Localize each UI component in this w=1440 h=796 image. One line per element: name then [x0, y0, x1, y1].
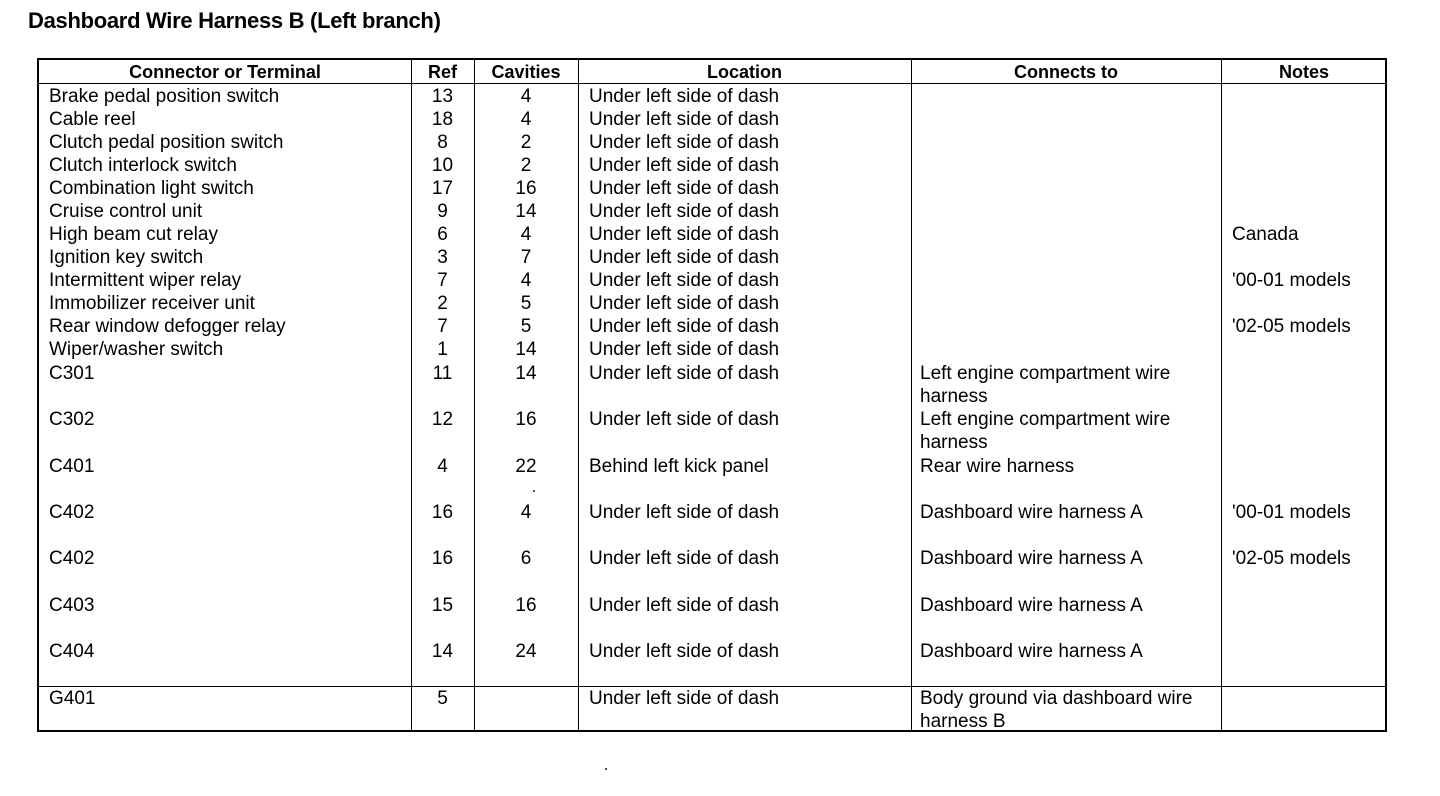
cell-location: Under left side of dash	[589, 178, 780, 199]
cell-cavities: 5	[520, 316, 532, 337]
cell-connector: C401	[49, 456, 95, 477]
cell-cavities: 5	[520, 293, 532, 314]
cell-location: Under left side of dash	[589, 502, 780, 523]
cell-connector: Ignition key switch	[49, 247, 204, 268]
cell-ref: 12	[431, 409, 454, 430]
cell-cavities: 16	[515, 178, 537, 199]
cell-connector: Cable reel	[49, 109, 136, 130]
cell-connector: Rear window defogger relay	[49, 316, 286, 337]
cell-connector: Wiper/washer switch	[49, 339, 224, 360]
cell-cavities: 22	[515, 456, 537, 477]
cell-location: Under left side of dash	[589, 270, 780, 291]
cell-connector: High beam cut relay	[49, 224, 218, 245]
cell-connector: Immobilizer receiver unit	[49, 293, 255, 314]
cell-connector: Clutch interlock switch	[49, 155, 237, 176]
connector-table	[37, 58, 1387, 732]
cell-connector: C404	[49, 641, 95, 662]
cell-location: Under left side of dash	[589, 641, 780, 662]
cell-notes: Canada	[1232, 224, 1299, 245]
cell-ref: 10	[431, 155, 454, 176]
cell-connector: C301	[49, 363, 95, 384]
cell-ref: 7	[437, 316, 448, 337]
cell-notes: '02-05 models	[1232, 316, 1351, 337]
header-connects-to: Connects to	[1013, 62, 1118, 82]
cell-location: Under left side of dash	[589, 155, 780, 176]
cell-notes: '00-01 models	[1232, 270, 1351, 291]
cell-cavities: 16	[515, 409, 537, 430]
cell-location: Under left side of dash	[589, 409, 780, 430]
cell-location: Under left side of dash	[589, 224, 780, 245]
cell-cavities: 24	[515, 641, 537, 662]
page-title: Dashboard Wire Harness B (Left branch)	[28, 8, 441, 33]
cell-connector: C402	[49, 502, 95, 523]
cell-location: Under left side of dash	[589, 247, 780, 268]
cell-ref: 3	[437, 247, 448, 268]
cell-location: Under left side of dash	[589, 109, 780, 130]
cell-cavities: 16	[515, 595, 537, 616]
cell-ref: 13	[431, 86, 454, 107]
cell-connects-to: Left engine compartment wire harness	[920, 409, 1171, 453]
cell-cavities: 4	[520, 86, 532, 107]
cell-location: Under left side of dash	[589, 595, 780, 616]
cell-connector: Intermittent wiper relay	[49, 270, 242, 291]
cell-ref: 2	[437, 293, 448, 314]
cell-ref: 15	[431, 595, 454, 616]
cell-ref: 18	[431, 109, 454, 130]
cell-notes: '00-01 models	[1232, 502, 1351, 523]
cell-cavities: 4	[520, 270, 532, 291]
cell-location: Behind left kick panel	[589, 456, 769, 477]
cell-ref: 11	[432, 363, 453, 384]
cell-ref: 4	[437, 456, 448, 477]
header-ref: Ref	[427, 62, 457, 82]
cell-cavities: 14	[515, 339, 537, 360]
cell-connector: G401	[49, 688, 96, 709]
cell-connects-to: Dashboard wire harness A	[920, 595, 1143, 616]
cell-ref: 6	[437, 224, 448, 245]
column-divider	[1221, 60, 1222, 730]
cell-ref: 8	[437, 132, 448, 153]
header-cavities: Cavities	[491, 62, 561, 82]
cell-location: Under left side of dash	[589, 201, 780, 222]
cell-ref: 16	[431, 548, 454, 569]
cell-notes: '02-05 models	[1232, 548, 1351, 569]
cell-connects-to: Dashboard wire harness A	[920, 502, 1143, 523]
cell-connector: C403	[49, 595, 95, 616]
cell-ref: 9	[437, 201, 448, 222]
cell-ref: 16	[431, 502, 454, 523]
cell-location: Under left side of dash	[589, 688, 780, 709]
cell-cavities: 2	[520, 155, 532, 176]
header-notes: Notes	[1278, 62, 1329, 82]
cell-connector: Brake pedal position switch	[49, 86, 280, 107]
cell-location: Under left side of dash	[589, 548, 780, 569]
cell-location: Under left side of dash	[589, 339, 780, 360]
cell-cavities: 14	[515, 363, 537, 384]
cell-ref: 7	[437, 270, 448, 291]
cell-location: Under left side of dash	[589, 293, 780, 314]
cell-location: Under left side of dash	[589, 316, 780, 337]
cell-ref: 1	[437, 339, 448, 360]
cell-connector: Cruise control unit	[49, 201, 203, 222]
cell-cavities: 2	[520, 132, 532, 153]
scan-speck	[605, 768, 607, 770]
cell-cavities: 6	[520, 548, 532, 569]
header-location: Location	[707, 62, 782, 82]
cell-cavities: 7	[520, 247, 532, 268]
cell-connector: C402	[49, 548, 95, 569]
cell-location: Under left side of dash	[589, 86, 780, 107]
cell-ref: 5	[437, 688, 448, 709]
cell-connects-to: Dashboard wire harness A	[920, 641, 1143, 662]
cell-ref: 17	[431, 178, 454, 199]
cell-cavities: 4	[520, 224, 532, 245]
cell-connector: C302	[49, 409, 95, 430]
scan-speck	[533, 490, 535, 492]
cell-connector: Clutch pedal position switch	[49, 132, 284, 153]
cell-cavities: 4	[520, 502, 532, 523]
header-connector: Connector or Terminal	[129, 62, 321, 82]
cell-location: Under left side of dash	[589, 363, 780, 384]
column-divider	[911, 60, 912, 730]
cell-connects-to: Body ground via dashboard wire harness B	[920, 688, 1193, 732]
cell-cavities: 4	[520, 109, 532, 130]
cell-connects-to: Dashboard wire harness A	[920, 548, 1143, 569]
cell-connects-to: Rear wire harness	[920, 456, 1075, 477]
cell-connects-to: Left engine compartment wire harness	[920, 363, 1171, 407]
cell-connector: Combination light switch	[49, 178, 254, 199]
cell-location: Under left side of dash	[589, 132, 780, 153]
cell-cavities: 14	[515, 201, 537, 222]
column-divider	[578, 60, 579, 730]
cell-ref: 14	[431, 641, 454, 662]
